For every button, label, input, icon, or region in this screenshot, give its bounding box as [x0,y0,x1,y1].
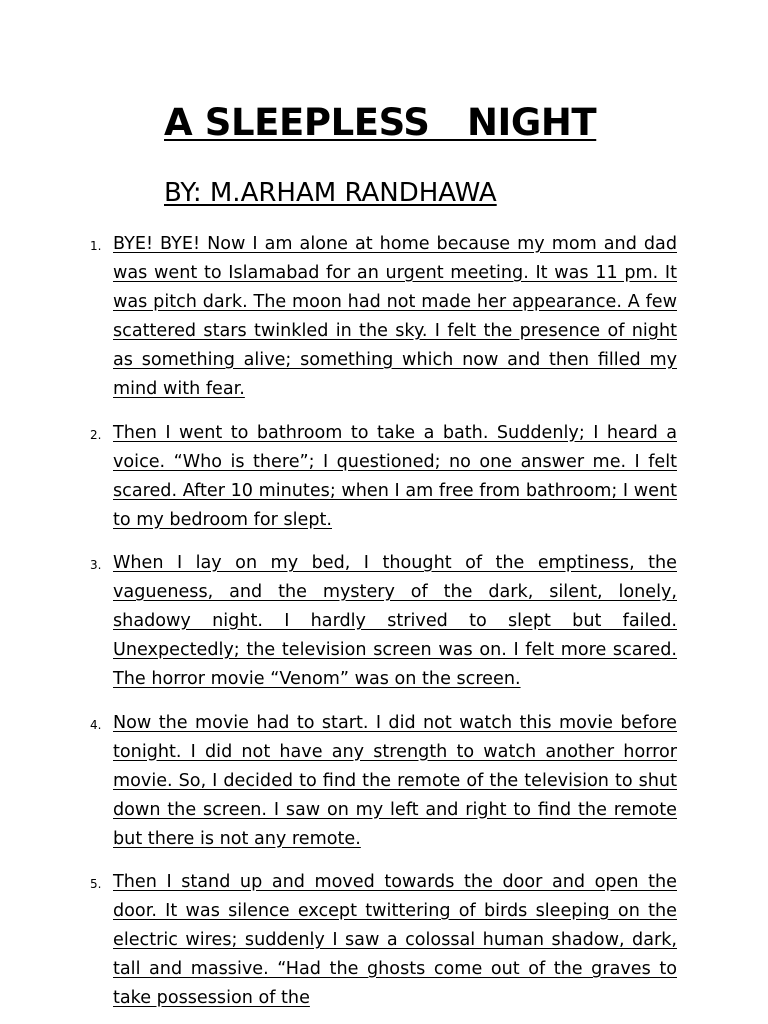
list-item [0,868,768,1013]
list-item [0,419,768,535]
list-item-text: BYE! BYE! Now I am alone at home because my mom and dad was went to Islamabad for an urgent meeting. It was 11 pm. It was pitch dark. The moon had not made her appearance. A few scattered stars twinkled in the sky. I felt the presence of night as something alive; something which now and then filled my mind with fear. [113,234,677,399]
page-title: A SLEEPLESS NIGHT [164,101,597,144]
list-item [0,549,768,694]
list-item-text: Now the movie had to start. I did not watch this movie before tonight. I did not have any strength to watch another horror movie. So, I decided to find the remote of the television to shut down the screen. I saw on my left and right to find the remote but there is not any remote. [113,712,677,849]
list-item [0,709,768,854]
list-item-number: 5. [90,877,102,891]
list-item-text: Then I stand up and moved towards the door and open the door. It was silence except twittering of birds sleeping on the electric wires; suddenly I saw a colossal human shadow, dark, tall and massive. “Had the ghosts come out of the graves to take possession of the [113,872,677,1008]
list-item-number: 1. [90,239,102,253]
list-item-text: When I lay on my bed, I thought of the emptiness, the vagueness, and the mystery of the dark, silent, lonely, shadowy night. I hardly strived to slept but failed. Unexpectedly; the television screen was on. I felt more scared. The horror movie “Venom” was on the screen. [113,553,677,689]
list-item-number: 2. [90,427,102,442]
author-byline: BY: M.ARHAM RANDHAWA [164,178,497,208]
list-item-text: Then I went to bathroom to take a bath. Suddenly; I heard a voice. “Who is there”; I questioned; no one answer me. I felt scared. After 10 minutes; when I am free from bathroom; I went to my bedroom for slept. [113,422,677,530]
list-item [0,230,768,404]
list-item-number: 3. [90,558,102,572]
numbered-paragraph-list [0,230,768,1024]
list-item-number: 4. [90,717,102,732]
